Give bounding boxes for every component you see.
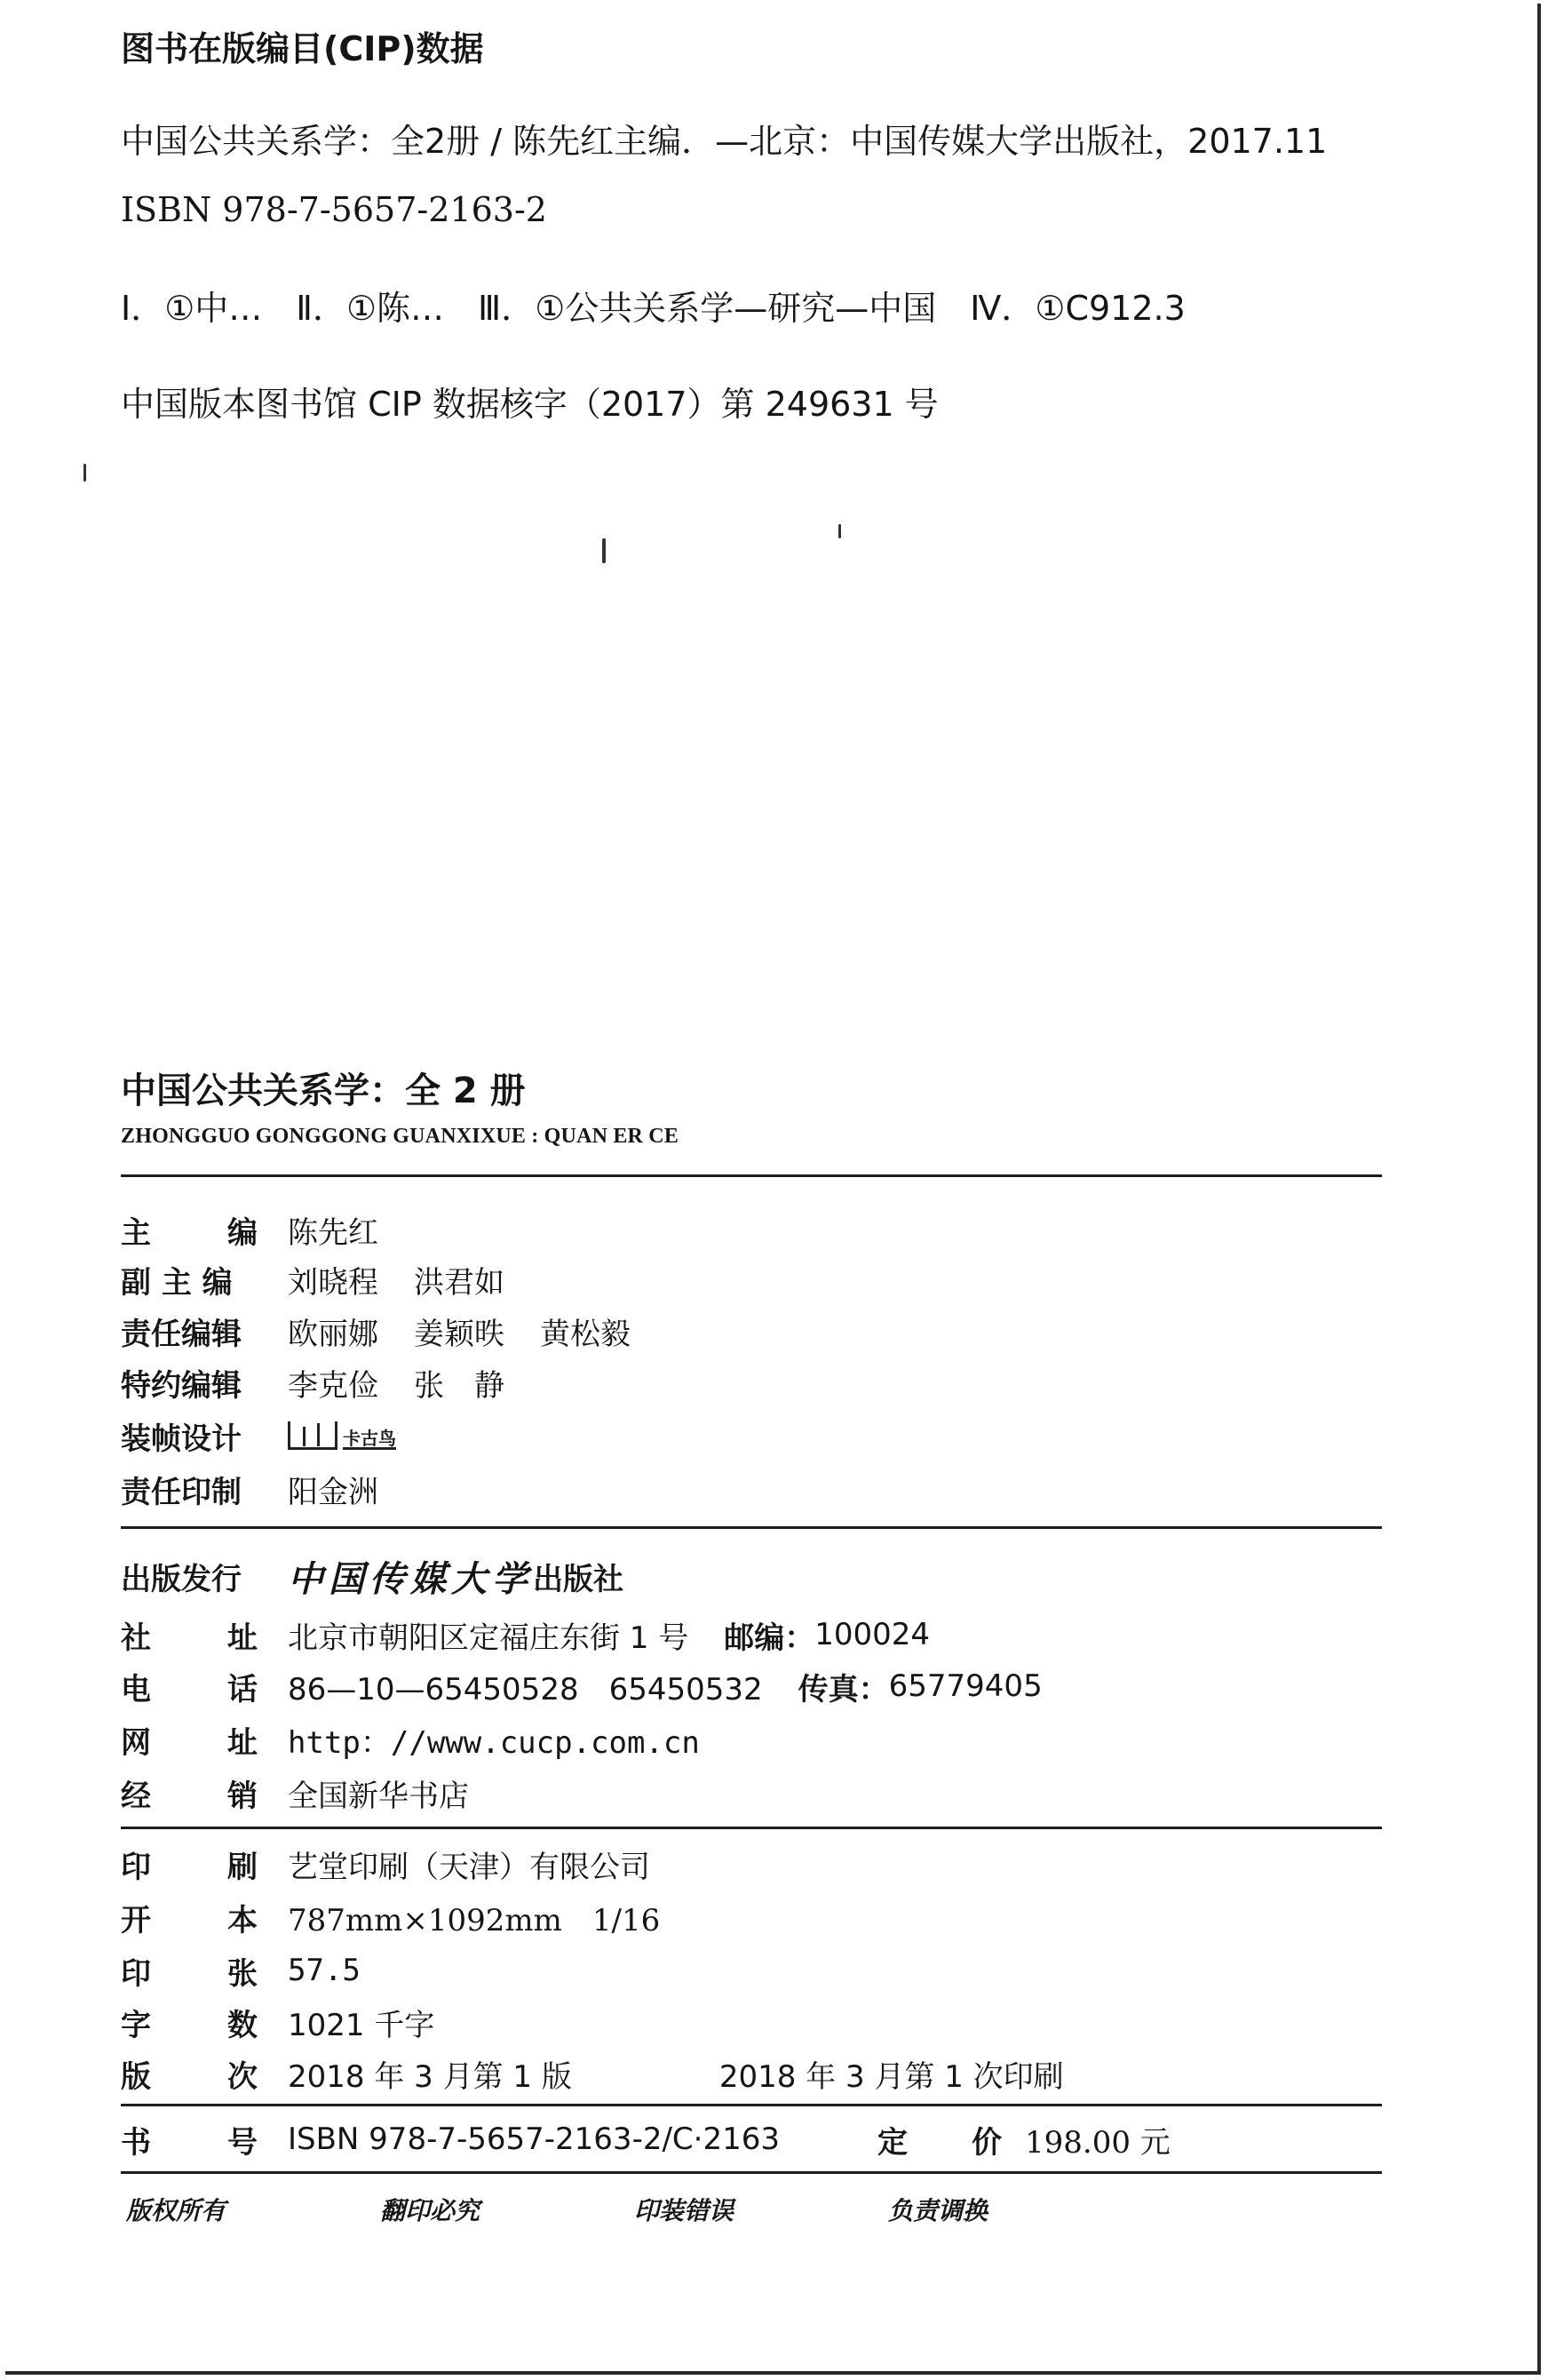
scan-speck (838, 524, 841, 538)
row-special-editor (121, 1361, 504, 1404)
value-address: 北京市朝阳区定福庄东街 1 号 邮编： 100024 (288, 1617, 931, 1656)
label-special-editor: 特约编辑 (121, 1367, 242, 1404)
cip-approval-line: 中国版本图书馆 CIP 数据核字（2017）第 249631 号 (121, 385, 939, 424)
divider (121, 2104, 1382, 2106)
row-edition (121, 2052, 1064, 2095)
label-phone: 电 话 (121, 1671, 258, 1707)
row-print-manager (121, 1468, 378, 1510)
value-responsible-editor: 欧丽娜 姜颖昳 黄松毅 (288, 1316, 631, 1352)
publisher-calligraphy: 中国传媒大学 (288, 1557, 533, 1600)
label-deputy-editor: 副 主 编 (121, 1264, 233, 1301)
value-edition: 2018 年 3 月第 1 版 2018 年 3 月第 1 次印刷 (288, 2058, 1064, 2095)
value-format: 787mm×1092mm 1/16 (288, 1902, 661, 1938)
row-sheets (121, 1949, 361, 1992)
label-book-number: 书 号 (121, 2124, 258, 2161)
logo-text: 卡古鸟 (343, 1428, 396, 1449)
notice-3: 印装错误 (634, 2196, 734, 2225)
cip-classification-line: Ⅰ．①中… Ⅱ．①陈… Ⅲ．①公共关系学—研究—中国 Ⅳ．①C912.3 (121, 289, 1186, 328)
label-design: 装帧设计 (121, 1421, 242, 1457)
cip-isbn-line: ISBN 978-7-5657-2163-2 (121, 190, 547, 229)
row-responsible-editor (121, 1309, 631, 1352)
divider (121, 1526, 1382, 1529)
row-deputy-editor (121, 1258, 504, 1301)
divider (121, 1174, 1382, 1177)
value-words: 1021 千字 (288, 2007, 435, 2043)
label-address: 社 址 (121, 1620, 258, 1656)
logo-mark-icon (288, 1421, 337, 1450)
row-phone (121, 1665, 1043, 1707)
value-book-number: ISBN 978-7-5657-2163-2/C·2163 定 价 198.00 元 (288, 2118, 1171, 2161)
book-title: 中国公共关系学：全 2 册 (121, 1071, 526, 1111)
row-printer (121, 1843, 650, 1885)
scan-speck (83, 464, 86, 482)
design-studio-logo (288, 1421, 396, 1450)
label-words: 字 数 (121, 2007, 258, 2043)
label-print-manager: 责任印制 (121, 1474, 242, 1510)
value-phone: 86—10—65450528 65450532 传真： 65779405 (288, 1668, 1043, 1707)
value-chief-editor: 陈先红 (288, 1214, 378, 1251)
label-edition: 版 次 (121, 2058, 258, 2095)
copyright-page (5, 4, 1541, 2375)
value-sheets: 57.5 (288, 1953, 361, 1988)
row-distributor (121, 1771, 469, 1814)
publisher-suffix: 出版社 (533, 1561, 623, 1597)
row-design (121, 1414, 396, 1457)
divider (121, 2171, 1382, 2174)
notice-4: 负责调换 (888, 2196, 988, 2225)
value-deputy-editor: 刘晓程 洪君如 (288, 1264, 504, 1301)
label-price: 定 价 (877, 2124, 1002, 2161)
row-address (121, 1613, 930, 1656)
divider (121, 1827, 1382, 1829)
label-distributor: 经 销 (121, 1778, 258, 1814)
value-special-editor: 李克俭 张 静 (288, 1367, 504, 1404)
value-print-manager: 阳金洲 (288, 1474, 378, 1510)
label-printer: 印 刷 (121, 1849, 258, 1885)
label-website: 网 址 (121, 1724, 258, 1761)
row-website (121, 1718, 700, 1761)
value-printer: 艺堂印刷（天津）有限公司 (288, 1849, 650, 1885)
cip-heading: 图书在版编目(CIP)数据 (121, 29, 484, 68)
notice-1: 版权所有 (126, 2196, 226, 2225)
copyright-notice (126, 2192, 1142, 2227)
row-publisher (121, 1555, 623, 1600)
label-format: 开 本 (121, 1902, 258, 1938)
row-chief-editor (121, 1208, 378, 1251)
book-title-pinyin: ZHONGGUO GONGGONG GUANXIXUE : QUAN ER CE (121, 1125, 679, 1148)
row-book-number (121, 2118, 1171, 2161)
row-format (121, 1896, 660, 1938)
value-price: 198.00 元 (1025, 2124, 1171, 2161)
value-website: http：//www.cucp.com.cn (288, 1724, 700, 1761)
label-publisher: 出版发行 (121, 1561, 242, 1597)
postcode: 100024 (814, 1617, 931, 1652)
cip-title-line: 中国公共关系学：全2册 / 陈先红主编．—北京：中国传媒大学出版社，2017.11 (121, 122, 1328, 161)
label-sheets: 印 张 (121, 1955, 258, 1992)
label-chief-editor: 主 编 (121, 1214, 258, 1251)
scan-speck (602, 538, 606, 563)
notice-2: 翻印必究 (380, 2196, 480, 2225)
value-publisher (288, 1551, 623, 1602)
label-responsible-editor: 责任编辑 (121, 1316, 242, 1352)
value-design (288, 1421, 396, 1450)
row-words (121, 2001, 434, 2043)
value-distributor: 全国新华书店 (288, 1778, 469, 1814)
fax: 65779405 (888, 1668, 1043, 1704)
